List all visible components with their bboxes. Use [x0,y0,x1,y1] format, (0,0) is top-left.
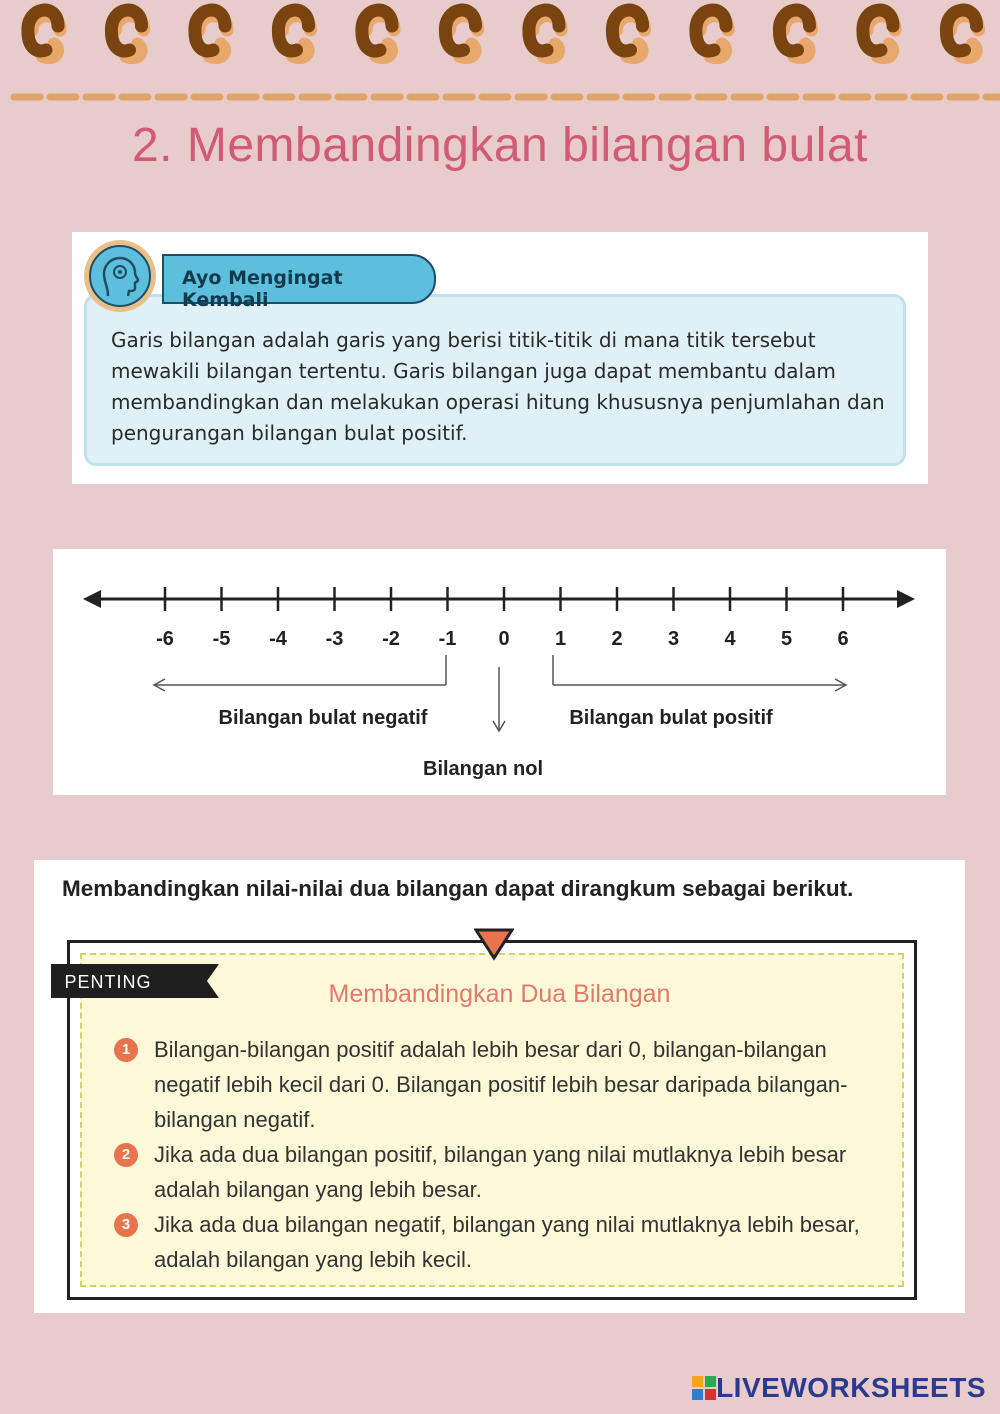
summary-item-text: Bilangan-bilangan positif adalah lebih besar dari 0, bilangan-bilangan negatif lebih kecil dari 0. Bilangan positif lebih besar daripada bilangan-bilangan negatif. [154,1037,848,1132]
number-line-diagram [53,549,946,795]
tick-label: 6 [837,628,849,650]
reminder-card [72,232,928,484]
ring-icon [362,10,394,58]
ring-icon [863,10,895,58]
summary-item-2 [121,1137,894,1207]
summary-item-3 [121,1207,894,1277]
tick-label: 4 [724,628,736,650]
positive-label: Bilangan bulat positif [569,707,773,729]
summary-item-1 [121,1032,894,1137]
tick-label: 2 [611,628,623,650]
summary-item-text: Jika ada dua bilangan positif, bilangan yang nilai mutlaknya lebih besar adalah bilangan yang lebih besar. [154,1142,847,1202]
left-arrowhead [83,590,101,608]
reminder-label-pill [162,254,436,311]
summary-intro: Membandingkan nilai-nilai dua bilangan dapat dirangkum sebagai berikut. [62,876,854,901]
ring-icon [445,10,477,58]
tick-label: -4 [269,628,287,650]
ring-icon [696,10,728,58]
right-arrowhead [897,590,915,608]
tick-label: -5 [212,628,231,650]
penting-text: PENTING [64,972,152,992]
page-title: 2. Membandingkan bilangan bulat [131,119,868,172]
notebook-rings [0,0,1000,110]
ring-icon [529,10,561,58]
summary-item-text: Jika ada dua bilangan negatif, bilangan yang nilai mutlaknya lebih besar, adalah bilangan yang lebih kecil. [154,1212,860,1272]
ring-icon [195,10,227,58]
tick-label: 1 [554,628,567,650]
footer-brand[interactable] [692,1370,986,1406]
tick-label: 5 [780,628,793,650]
tick-label: -3 [325,628,344,650]
ring-icon [278,10,310,58]
tick-label: 0 [498,628,510,650]
ring-icon [28,10,60,58]
tick-label: -6 [156,628,174,650]
tick-label: 3 [667,628,680,650]
reminder-box [84,294,906,466]
box-title: Membandingkan Dua Bilangan [328,980,671,1008]
reminder-text: Garis bilangan adalah garis yang berisi titik-titik di mana titik tersebut mewakili bilangan tertentu. Garis bilangan juga dapat membantu dalam membandingkan dan melakukan operasi hitung khususnya penjumlahan dan pengurangan bilangan bulat positif. [111,328,885,445]
number-line-card [53,549,946,795]
ring-icon [779,10,811,58]
number-badge-2: 2 [114,1143,138,1167]
brain-head-icon [82,238,158,314]
brand-name: LIVEWORKSHEETS [716,1372,986,1403]
zero-label: Bilangan nol [423,758,543,780]
number-badge-1: 1 [114,1038,138,1062]
triangle-marker-icon [474,928,514,962]
summary-card [34,860,965,1313]
tick-label: -1 [438,628,457,650]
ring-icon [946,10,978,58]
reminder-label: Ayo Mengingat Kembali [182,267,343,311]
ring-icon [612,10,644,58]
number-badge-3: 3 [114,1213,138,1237]
ring-icon [111,10,143,58]
liveworksheets-logo-icon [692,1376,716,1400]
tick-label: -2 [382,628,400,650]
negative-label: Bilangan bulat negatif [218,707,428,729]
